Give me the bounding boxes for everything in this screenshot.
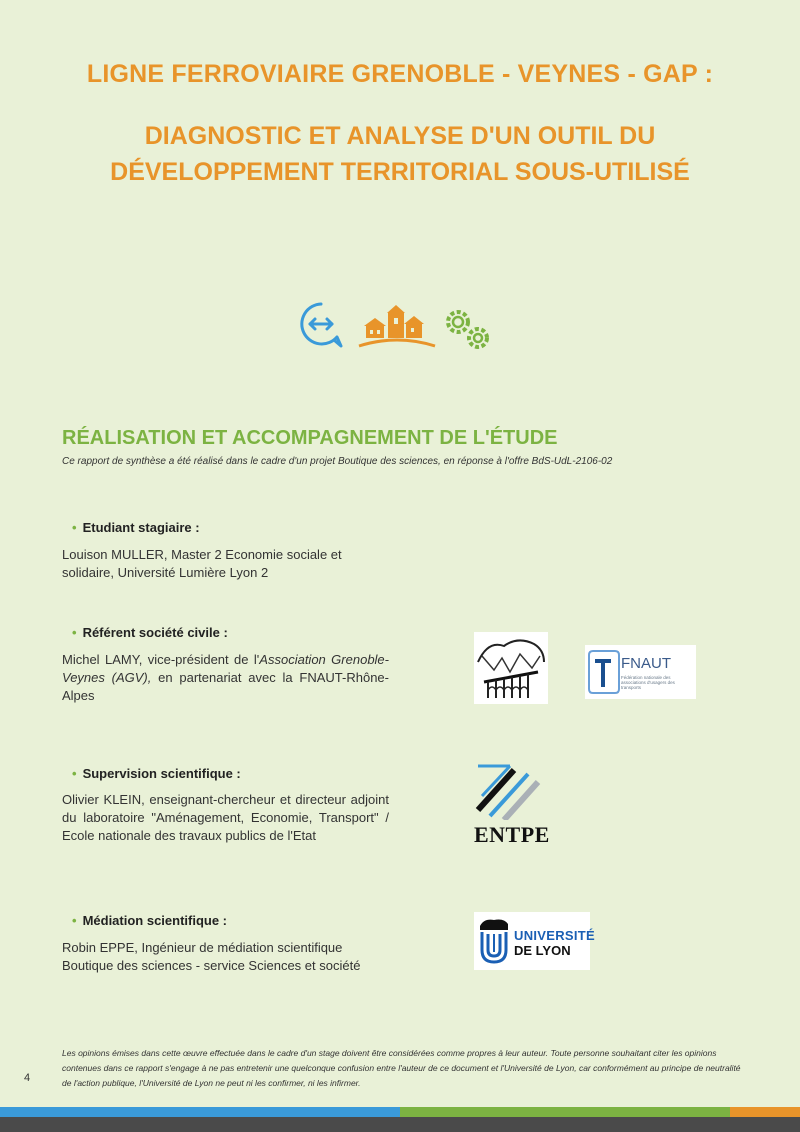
section-intro: Ce rapport de synthèse a été réalisé dans le cadre d'un projet Boutique des sciences, en réponse à l'offre BdS-UdL-2106-02 — [62, 456, 613, 467]
udl-line-1: UNIVERSITÉ — [514, 928, 596, 943]
gears-icon — [442, 306, 496, 357]
entpe-stripes — [474, 764, 544, 820]
fnaut-logo — [585, 645, 696, 699]
role-student: • Etudiant stagiaire : — [72, 520, 200, 535]
fnaut-tagline: Fédération nationale des associations d'usagers des transports — [621, 675, 675, 690]
footer-strip — [0, 1117, 800, 1132]
theme-icons — [296, 300, 496, 352]
supervision-description: Olivier KLEIN, enseignant-chercheur et directeur adjoint du laboratoire "Aménagement, Economie, Transport" / Ecole nationale des travaux publics de l'Etat — [62, 792, 389, 843]
bullet-dot: • — [72, 766, 77, 781]
exchange-bubble-icon — [296, 300, 346, 355]
lion-emblem — [474, 912, 514, 970]
entpe-logo — [474, 764, 550, 847]
role-scientific-mediation: • Médiation scientifique : — [72, 913, 228, 928]
bullet-dot: • — [72, 625, 77, 640]
page-number: 4 — [24, 1072, 31, 1084]
section-title: RÉALISATION ET ACCOMPAGNEMENT DE L'ÉTUDE — [62, 427, 558, 449]
role-civil-society: • Référent société civile : — [72, 625, 228, 640]
footer-bar-orange — [730, 1107, 800, 1117]
fnaut-name: FNAUT — [621, 655, 671, 672]
entpe-name: ENTPE — [474, 822, 550, 847]
bullet-dot: • — [72, 913, 77, 928]
bullet-dot: • — [72, 520, 77, 535]
document-title: LIGNE FERROVIAIRE GRENOBLE - VEYNES - GAP : — [86, 60, 714, 88]
role-scientific-supervision: • Supervision scientifique : — [72, 766, 241, 781]
disclaimer: Les opinions émises dans cette œuvre effectuée dans le cadre d'un stage doivent être considérées comme propres à leur auteur. Toute personne souhaitant citer les opinions contenues dans ce rapport s'engage à ne pas entretenir une quelconque confusion entre l'auteur de ce document et l'Université de Lyon, car conformément au principe de neutralité de l'action publique, l'Université de Lyon ne peut ni les confirmer, ni les infirmer. — [62, 1048, 741, 1088]
civil-society-description: Michel LAMY, vice-président de l'Association Grenoble-Veynes (AGV), en partenariat avec la FNAUT-Rhône-Alpes — [62, 652, 389, 703]
mediation-description: Robin EPPE, Ingénieur de médiation scientifique Boutique des sciences - service Sciences et société — [62, 940, 361, 973]
subtitle-line-1: DIAGNOSTIC ET ANALYSE D'UN OUTIL DU — [144, 122, 656, 150]
footer-bar-blue — [0, 1107, 400, 1117]
document-subtitle — [0, 118, 800, 190]
universite-de-lyon-logo — [474, 912, 596, 970]
fnaut-emblem — [585, 645, 696, 699]
udl-line-2: DE LYON — [514, 943, 571, 958]
village-icon — [358, 304, 436, 355]
footer-bar-green — [400, 1107, 730, 1117]
agv-viaduct-drawing — [474, 632, 548, 704]
student-description: Louison MULLER, Master 2 Economie sociale et solidaire, Université Lumière Lyon 2 — [62, 547, 342, 580]
subtitle-line-2: DÉVELOPPEMENT TERRITORIAL SOUS-UTILISÉ — [110, 158, 690, 186]
agv-logo — [474, 632, 548, 704]
